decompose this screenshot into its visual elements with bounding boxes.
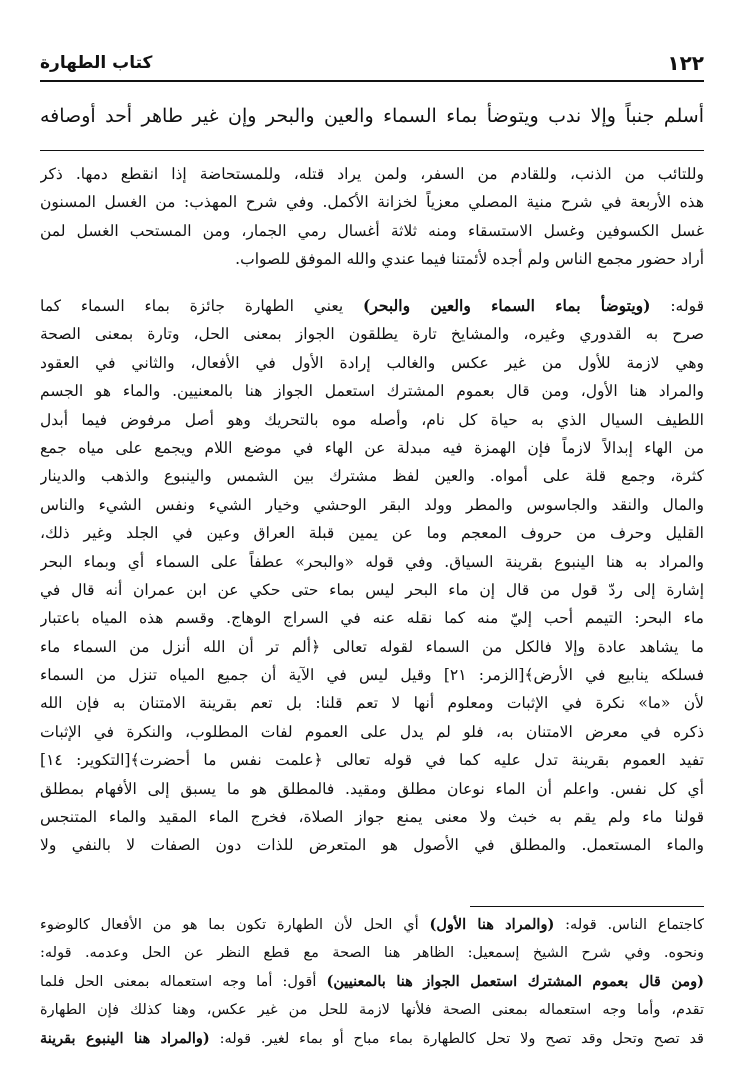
commentary-line: ماء البحر: التيمم أحب إليّ منه كما نقله عنه في السراج الوهاج. وقسم هذه المياه باعتبار — [40, 609, 704, 628]
commentary-line: لأن «ما» نكرة في الإثبات ومعلوم أنها لا تعم قلنا: بل تعم بقرينة الامتنان به فإن الله — [40, 694, 704, 713]
commentary-line: فسلكه ينابيع في الأرض﴾[الزمر: ٢١] وقيل ليس في الآية أن جميع المياه تنزل من السماء — [40, 666, 704, 685]
running-title: كتاب الطهارة — [40, 53, 153, 73]
commentary-block-2 — [40, 292, 704, 860]
line-rest: يعني الطهارة جائزة بماء السماء كما — [40, 297, 344, 315]
matn-text: أسلم جنباً وإلا ندب ويتوضأ بماء السماء والعين والبحر وإن غير طاهر أحد أوصافه — [40, 105, 704, 127]
commentary-block-1 — [40, 160, 704, 274]
footnote-line — [40, 969, 704, 997]
lead-word: قوله: — [670, 297, 704, 315]
footnote-line: تقدم، وأما وجه استعماله بمعنى الصحة فلأنها لازمة للحل من غير عكس، وهنا كذلك فإن الطهارة — [40, 1002, 704, 1019]
commentary-line: وهي لازمة للأول من غير عكس والغالب إرادة الأول في الأفعال، والثاني في العقود — [40, 353, 704, 372]
commentary-line: والمراد هنا الأول، ومن قال بعموم المشترك استعمل الجواز هنا بالمعنيين. والماء هو الجسم — [40, 382, 704, 401]
footnote-text: قد تصح وتحل وقد تصح ولا تحل كالطهارة بماء مباح أو بماء لغير. قوله: — [219, 1030, 704, 1047]
commentary-line: هذه الأربعة في شرح منية المصلي معزياً لخزانة الأكمل. وفي شرح المهذب: من الغسل المسنون — [40, 193, 704, 212]
commentary-line: أراد حضور مجمع الناس ولم أجده لأئمتنا فيما عندي والله الموفق للصواب. — [235, 250, 704, 269]
quoted-text: (ومن قال بعموم المشترك استعمل الجواز هنا بالمعنيين) — [326, 972, 704, 990]
footnote-text: أقول: أما وجه استعماله بمعنى الحل فلما — [40, 973, 317, 990]
commentary-line: قولنا ماء ولم يقم به خبث ولا معنى يمنع جواز الصلاة، فخرج الماء المقيد والماء المتنجس — [40, 808, 704, 827]
commentary-line: ما يشاهد عادة وإلا فالكل من السماء لقوله تعالى ﴿ألم تر أن الله أنزل من السماء ماء — [40, 637, 704, 656]
commentary-line: اللطيف السيال الذي به حياة كل نام، وأصله موه بالتحريك وهو أصل مرفوض فيما أبدل — [40, 410, 704, 429]
quoted-matn: (ويتوضأ بماء السماء والعين والبحر) — [362, 296, 651, 315]
footnote-text: كاجتماع الناس. قوله: — [565, 917, 704, 933]
commentary-line: أي كل نفس. واعلم أن الماء نوعان مطلق ومقيد. فالمطلق هو ما يسبق إلى الأفهام بمطلق — [40, 779, 704, 798]
commentary-line: القليل وحرف من حروف المعجم وما عن يمين قبلة العراق وعين في الجلد وغير ذلك، — [40, 524, 704, 543]
commentary-line: والماء المستعمل. والمطلق في الأصول هو المتعرض للذات دون الصفات لا بالنفي ولا — [40, 836, 704, 855]
footnote-line: ونحوه. وفي شرح الشيخ إسمعيل: الظاهر هنا الصحة مع قطع النظر عن الحل وعدمه. قوله: — [40, 945, 704, 962]
footnote-block — [40, 912, 704, 1054]
commentary-line: صرح به القدوري وغيره، والمشايخ تارة يطلقون الجواز بمعنى الحل، وتارة بمعنى الصحة — [40, 325, 704, 344]
commentary-line — [40, 292, 704, 320]
footnote-text: أي الحل لأن الطهارة تكون بما هو من الأفعال كالوضوء — [40, 917, 419, 933]
footnote-line — [40, 912, 704, 940]
commentary-line: والمراد به هنا الينبوع بقرينة السياق. وفي قوله «والبحر» عطفاً على السماء أي وبماء البحر — [40, 552, 704, 571]
quoted-text: (والمراد هنا الأول) — [429, 916, 555, 933]
commentary-line: والمال والنقد والجاسوس والمطر وولد البقر الوحشي وخيار الشيء ونفس الشيء والناس — [40, 495, 704, 514]
footnote-line — [40, 1026, 704, 1054]
quoted-text: (والمراد هنا الينبوع بقرينة — [40, 1029, 210, 1047]
commentary-line: تفيد العموم بقرينة تدل عليه كما في قوله تعالى ﴿علمت نفس ما أحضرت﴾[التكوير: ١٤] — [40, 751, 704, 770]
commentary-line: كثرة، وجمع قلة على أمواه. والعين لفظ مشترك بين الشمس والينبوع والذهب والدينار — [40, 467, 704, 486]
commentary-line: من الهاء إبدالاً لازماً فإن الهمزة فيه مبدلة عن الهاء في موضع اللام ويجمع على مياه جمع — [40, 438, 704, 457]
page-number: ١٢٢ — [667, 51, 704, 75]
commentary-line: غسل الكسوفين وغسل الاستسقاء ومنه ثلاثة أغسال رمي الجمار، ومن المستحب الغسل لمن — [40, 221, 704, 240]
commentary-line: وللتائب من الذنب، وللقادم من السفر، ولمن يراد قتله، وللمستحاضة إذا انقطع دمها. ذكر — [40, 165, 704, 183]
commentary-line: إشارة إلى ردّ قول من قال إن ماء البحر ليس بماء حتى حكي عن ابن عمران أنه قال في — [40, 580, 704, 599]
commentary-line: ذكره في معرض الامتنان به، فلو لم يدل على العموم لفات المطلوب، والنكرة في الإثبات — [40, 722, 704, 741]
footnote-separator — [470, 906, 704, 907]
matn-separator — [40, 150, 704, 151]
page-header — [40, 46, 704, 82]
